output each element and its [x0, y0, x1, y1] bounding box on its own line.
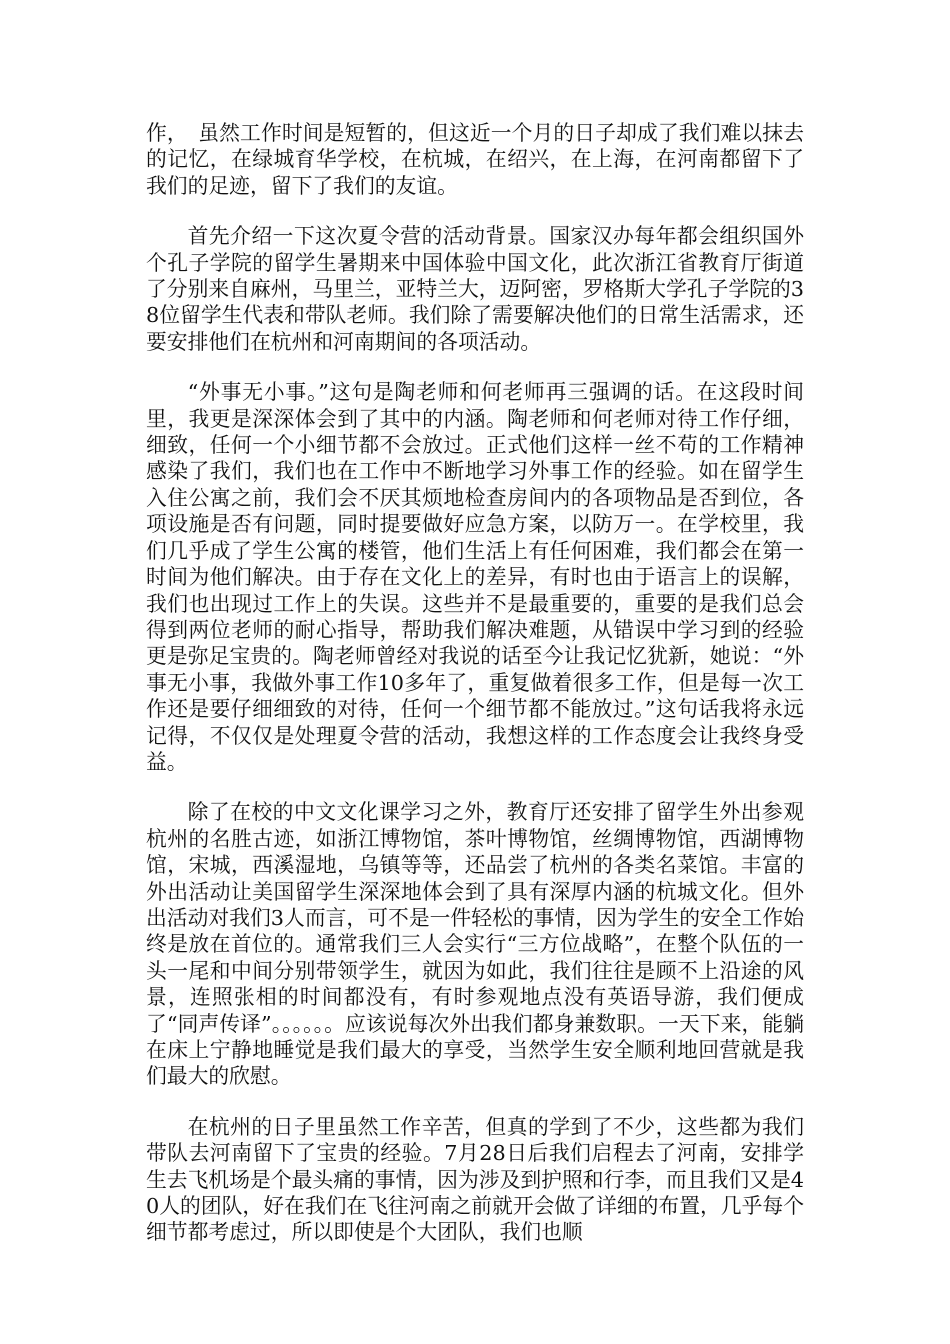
paragraph-3: “外事无小事。”这句是陶老师和何老师再三强调的话。在这段时间里，我更是深深体会到了其中的内涵。陶老师和何老师对待工作仔细，细致，任何一个小细节都不会放过。正式他们这样一丝不苟的工作精神感染了我们，我们也在工作中不断地学习外事工作的经验。如在留学生入住公寓之前，我们会不厌其烦地检查房间内的各项物品是否到位，各项设施是否有问题，同时提要做好应急方案，以防万一。在学校里，我们几乎成了学生公寓的楼管，他们生活上有任何困难，我们都会在第一时间为他们解决。由于存在文化上的差异，有时也由于语言上的误解，我们也出现过工作上的失误。这些并不是最重要的，重要的是我们总会得到两位老师的耐心指导，帮助我们解决难题，从错误中学习到的经验更是弥足宝贵的。陶老师曾经对我说的话至今让我记忆犹新，她说：“外事无小事，我做外事工作10多年了，重复做着很多工作，但是每一次工作还是要仔细细致的对待，任何一个细节都不能放过。”这句话我将永远记得，不仅仅是处理夏令营的活动，我想这样的工作态度会让我终身受益。 — [146, 380, 804, 774]
document-page — [146, 120, 804, 1270]
paragraph-2: 首先介绍一下这次夏令营的活动背景。国家汉办每年都会组织国外个孔子学院的留学生暑期来中国体验中国文化，此次浙江省教育厅街道了分别来自麻州，马里兰，亚特兰大，迈阿密，罗格斯大学孔子学院的38位留学生代表和带队老师。我们除了需要解决他们的日常生活需求，还要安排他们在杭州和河南期间的各项活动。 — [146, 224, 804, 354]
paragraph-5: 在杭州的日子里虽然工作辛苦，但真的学到了不少，这些都为我们带队去河南留下了宝贵的经验。7月28日后我们启程去了河南，安排学生去飞机场是个最头痛的事情，因为涉及到护照和行李，而且我们又是40人的团队，好在我们在飞往河南之前就开会做了详细的布置，几乎每个细节都考虑过，所以即使是个大团队，我们也顺 — [146, 1114, 804, 1245]
paragraph-4: 除了在校的中文文化课学习之外，教育厅还安排了留学生外出参观杭州的名胜古迹，如浙江博物馆，茶叶博物馆，丝绸博物馆，西湖博物馆，宋城，西溪湿地，乌镇等等，还品尝了杭州的各类名菜馆。丰富的外出活动让美国留学生深深地体会到了具有深厚内涵的杭城文化。但外出活动对我们3人而言，可不是一件轻松的事情，因为学生的安全工作始终是放在首位的。通常我们三人会实行“三方位战略”，在整个队伍的一头一尾和中间分别带领学生，就因为如此，我们往往是顾不上沿途的风景，连照张相的时间都没有，有时参观地点没有英语导游，我们便成了“同声传译”。。。。。。应该说每次外出我们都身兼数职。一天下来，能躺在床上宁静地睡觉是我们最大的享受，当然学生安全顺利地回营就是我们最大的欣慰。 — [146, 800, 804, 1089]
paragraph-1: 作， 虽然工作时间是短暂的，但这近一个月的日子却成了我们难以抹去的记忆，在绿城育华学校，在杭城，在绍兴，在上海，在河南都留下了我们的足迹，留下了我们的友谊。 — [146, 121, 804, 198]
